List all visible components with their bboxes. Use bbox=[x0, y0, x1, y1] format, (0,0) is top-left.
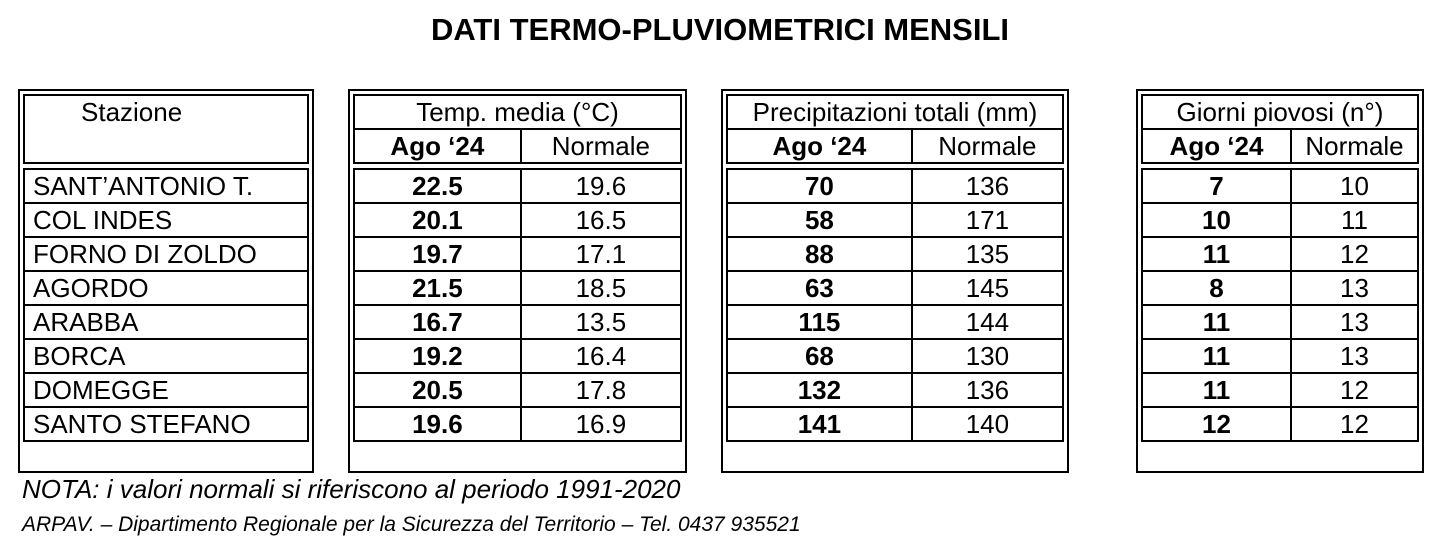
rainy-days-normal-value: 12 bbox=[1291, 237, 1418, 271]
precip-col-normal: Normale bbox=[912, 129, 1063, 163]
temp-row bbox=[354, 237, 681, 271]
station-header: Stazione bbox=[24, 95, 308, 163]
temp-row bbox=[354, 339, 681, 373]
footer-text: ARPAV. – Dipartimento Regionale per la Sicurezza del Territorio – Tel. 0437 935521 bbox=[22, 513, 801, 536]
temp-row bbox=[354, 203, 681, 237]
station-row bbox=[24, 305, 308, 339]
station-panel bbox=[18, 89, 314, 473]
precip-table bbox=[726, 94, 1064, 442]
precip-row bbox=[727, 237, 1063, 271]
station-name: FORNO DI ZOLDO bbox=[24, 237, 308, 271]
rainy-group-header-row bbox=[1142, 95, 1418, 129]
rainy-days-panel bbox=[1136, 89, 1424, 473]
precip-normal-value: 140 bbox=[912, 407, 1063, 441]
temp-current-value: 20.5 bbox=[354, 373, 521, 407]
rainy-group-label: Giorni piovosi (n°) bbox=[1142, 95, 1418, 129]
station-row bbox=[24, 407, 308, 441]
station-row bbox=[24, 271, 308, 305]
temp-col-normal: Normale bbox=[521, 129, 681, 163]
rainy-days-table bbox=[1141, 94, 1419, 442]
temp-current-value: 19.6 bbox=[354, 407, 521, 441]
precip-current-value: 70 bbox=[727, 169, 912, 203]
rainy-col-current: Ago ‘24 bbox=[1142, 129, 1291, 163]
station-row bbox=[24, 237, 308, 271]
temp-current-value: 19.2 bbox=[354, 339, 521, 373]
precip-group-label: Precipitazioni totali (mm) bbox=[727, 95, 1063, 129]
precip-panel bbox=[721, 89, 1069, 473]
precip-normal-value: 136 bbox=[912, 373, 1063, 407]
precip-row bbox=[727, 169, 1063, 203]
temp-current-value: 19.7 bbox=[354, 237, 521, 271]
precip-normal-value: 130 bbox=[912, 339, 1063, 373]
rainy-days-row bbox=[1142, 373, 1418, 407]
temp-current-value: 22.5 bbox=[354, 169, 521, 203]
temp-normal-value: 17.8 bbox=[521, 373, 681, 407]
station-name: AGORDO bbox=[24, 271, 308, 305]
temp-col-current: Ago ‘24 bbox=[354, 129, 521, 163]
rainy-days-row bbox=[1142, 203, 1418, 237]
precip-current-value: 115 bbox=[727, 305, 912, 339]
station-name: SANTO STEFANO bbox=[24, 407, 308, 441]
rainy-days-current-value: 10 bbox=[1142, 203, 1291, 237]
rainy-days-normal-value: 13 bbox=[1291, 305, 1418, 339]
rainy-days-normal-value: 12 bbox=[1291, 373, 1418, 407]
rainy-days-normal-value: 11 bbox=[1291, 203, 1418, 237]
precip-current-value: 68 bbox=[727, 339, 912, 373]
station-name: COL INDES bbox=[24, 203, 308, 237]
precip-col-current: Ago ‘24 bbox=[727, 129, 912, 163]
page-title: DATI TERMO-PLUVIOMETRICI MENSILI bbox=[430, 12, 1010, 47]
precip-normal-value: 171 bbox=[912, 203, 1063, 237]
precip-row bbox=[727, 271, 1063, 305]
station-row bbox=[24, 373, 308, 407]
precip-row bbox=[727, 203, 1063, 237]
precip-row bbox=[727, 407, 1063, 441]
temp-group-label: Temp. media (°C) bbox=[354, 95, 681, 129]
temp-normal-value: 19.6 bbox=[521, 169, 681, 203]
temp-normal-value: 13.5 bbox=[521, 305, 681, 339]
rainy-days-current-value: 8 bbox=[1142, 271, 1291, 305]
rainy-days-row bbox=[1142, 271, 1418, 305]
temp-group-header-row bbox=[354, 95, 681, 129]
temp-row bbox=[354, 305, 681, 339]
temp-normal-value: 16.9 bbox=[521, 407, 681, 441]
station-row bbox=[24, 203, 308, 237]
rainy-days-row bbox=[1142, 169, 1418, 203]
rainy-days-current-value: 12 bbox=[1142, 407, 1291, 441]
station-name: SANT’ANTONIO T. bbox=[24, 169, 308, 203]
rainy-days-normal-value: 13 bbox=[1291, 271, 1418, 305]
rainy-days-normal-value: 10 bbox=[1291, 169, 1418, 203]
rainy-days-current-value: 11 bbox=[1142, 305, 1291, 339]
temp-panel bbox=[348, 89, 687, 473]
temp-current-value: 16.7 bbox=[354, 305, 521, 339]
temp-row bbox=[354, 407, 681, 441]
rainy-days-normal-value: 13 bbox=[1291, 339, 1418, 373]
precip-group-header-row bbox=[727, 95, 1063, 129]
rainy-days-row bbox=[1142, 237, 1418, 271]
temp-col-header-row bbox=[354, 129, 681, 163]
temp-current-value: 20.1 bbox=[354, 203, 521, 237]
precip-col-header-row bbox=[727, 129, 1063, 163]
precip-current-value: 58 bbox=[727, 203, 912, 237]
precip-current-value: 63 bbox=[727, 271, 912, 305]
station-name: ARABBA bbox=[24, 305, 308, 339]
rainy-days-normal-value: 12 bbox=[1291, 407, 1418, 441]
temp-normal-value: 16.5 bbox=[521, 203, 681, 237]
station-table bbox=[23, 94, 309, 442]
rainy-col-normal: Normale bbox=[1291, 129, 1418, 163]
rainy-days-current-value: 7 bbox=[1142, 169, 1291, 203]
precip-row bbox=[727, 373, 1063, 407]
precip-row bbox=[727, 339, 1063, 373]
rainy-days-current-value: 11 bbox=[1142, 339, 1291, 373]
precip-normal-value: 144 bbox=[912, 305, 1063, 339]
note-text: NOTA: i valori normali si riferiscono al periodo 1991-2020 bbox=[22, 474, 681, 504]
precip-normal-value: 136 bbox=[912, 169, 1063, 203]
precip-current-value: 132 bbox=[727, 373, 912, 407]
rainy-days-row bbox=[1142, 339, 1418, 373]
rainy-days-current-value: 11 bbox=[1142, 373, 1291, 407]
temp-normal-value: 17.1 bbox=[521, 237, 681, 271]
temp-row bbox=[354, 169, 681, 203]
precip-normal-value: 145 bbox=[912, 271, 1063, 305]
station-name: BORCA bbox=[24, 339, 308, 373]
temp-normal-value: 18.5 bbox=[521, 271, 681, 305]
station-row bbox=[24, 339, 308, 373]
precip-current-value: 141 bbox=[727, 407, 912, 441]
station-row bbox=[24, 169, 308, 203]
precip-current-value: 88 bbox=[727, 237, 912, 271]
temp-table bbox=[353, 94, 682, 442]
rainy-days-row bbox=[1142, 407, 1418, 441]
temp-row bbox=[354, 271, 681, 305]
station-name: DOMEGGE bbox=[24, 373, 308, 407]
rainy-col-header-row bbox=[1142, 129, 1418, 163]
precip-normal-value: 135 bbox=[912, 237, 1063, 271]
temp-current-value: 21.5 bbox=[354, 271, 521, 305]
rainy-days-current-value: 11 bbox=[1142, 237, 1291, 271]
temp-row bbox=[354, 373, 681, 407]
precip-row bbox=[727, 305, 1063, 339]
rainy-days-row bbox=[1142, 305, 1418, 339]
temp-normal-value: 16.4 bbox=[521, 339, 681, 373]
